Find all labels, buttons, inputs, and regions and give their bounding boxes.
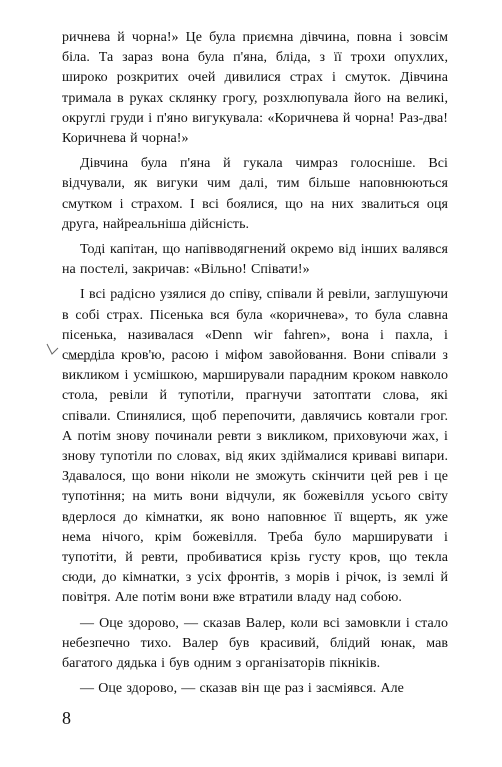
paragraph: Дівчина була п'яна й гукала чимраз голосніше. Всі відчували, як вигуки чим далі, тим більше наповнюються смутком і страхом. І всі боялися, що на них звалиться оця друга, найреальніша дійсність. xyxy=(62,156,448,232)
paragraph: Тоді капітан, що напівводягнений окремо від інших валявся на постелі, закричав: «Вільно! Співати!» xyxy=(62,242,448,278)
paragraph: — Оце здорово, — сказав він ще раз і засміявся. Але xyxy=(80,681,404,697)
text-column xyxy=(62,28,448,700)
paragraph: — Оце здорово, — сказав Валер, коли всі замовкли і стало небезпечно тихо. Валер був красивий, блідий юнак, мав багатого дядька і був одним з організаторів пікніків. xyxy=(62,615,448,672)
paragraph: І всі радісно узялися до співу, співали й ревіли, заглушуючи в собі страх. Пісенька вся була «коричнева», то була славна пісенька, називалася «Denn wir fahren», вона і пахла, і смерділа кров'ю, расою і міфом завойовання. Вони співали з викликом і усмішкою, марширували парадним кроком навколо стола, ревіли й тупотіли, прагнучи затоптати слова, які співали. Спинялися, щоб перепочити, давлячись ковтали грог. А потім знову починали ревти з викликом, приховуючи жах, і знову тупотіли по словах, від яких здіймалися криваві випари. Здавалося, що вони ніколи не зможуть скінчити цей рев і це тупотіння; на мить вони відчули, як божевілля усього світу вдерлося до кімнатки, як воно наповнює її вщерть, як уже нема нічого, крім божевілля. Треба було марширувати і тупотіти, й ревти, пробиватися крізь густу кров, що текла сюди, до кімнатки, з усіх фронтів, з морів і річок, із землі й повітря. Але потім вони вже втратили владу над собою. xyxy=(62,287,448,606)
page-number: 8 xyxy=(62,708,71,728)
paragraph: ричнева й чорна!» Це була приємна дівчина, повна і зовсім біла. Та зараз вона була п'яна, бліда, з її трохи опухлих, широко розкритих очей дивилися страх і смуток. Дівчина тримала в руках склянку грогу, розхлюпувала його на великі, округлі груди і п'яно вигукувала: «Коричнева й чорна! Раз-два! Коричнева й чорна!» xyxy=(62,30,448,147)
